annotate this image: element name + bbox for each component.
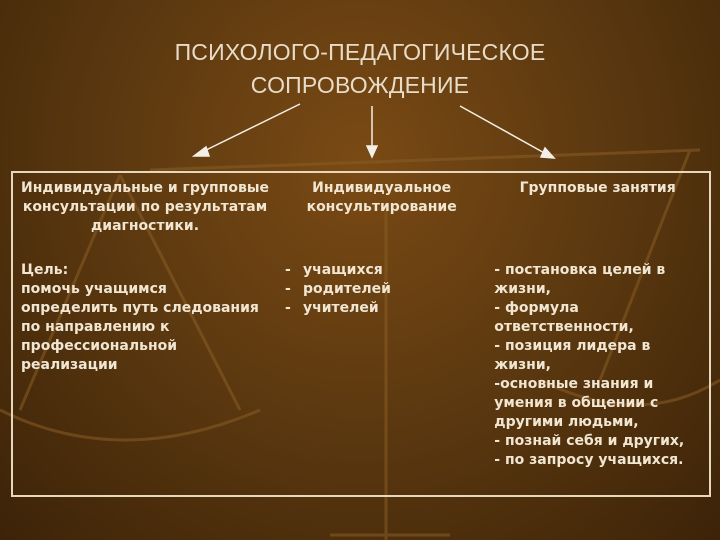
topic-line: - позиция лидера в	[494, 338, 651, 354]
topic-line: другими людьми,	[494, 414, 639, 430]
page-title	[0, 36, 720, 102]
topic-line: - постановка целей в	[494, 262, 666, 278]
header-individual-counseling: Индивидуальное консультирование	[306, 180, 457, 215]
header-individual-group-consultations: Индивидуальные и групповые консультации по результатам диагностики.	[21, 180, 269, 234]
topic-line: - познай себя и других,	[494, 433, 685, 449]
audience-item	[285, 280, 478, 299]
arrow-left-head	[194, 147, 209, 156]
cell-goal	[12, 255, 277, 496]
header-group-sessions: Групповые занятия	[519, 180, 676, 196]
topic-line: ответственности,	[494, 319, 634, 335]
goal-line: определить путь следования	[21, 300, 259, 316]
topic-line: жизни,	[494, 281, 551, 297]
arrow-right-head	[541, 148, 554, 158]
body-row	[12, 255, 710, 496]
dash-bullet: -	[285, 262, 291, 278]
goal-line: помочь учащимся	[21, 281, 167, 297]
dash-bullet: -	[285, 300, 291, 316]
topic-line: -основные знания и	[494, 376, 654, 392]
audience-item	[285, 299, 478, 318]
goal-line: Цель:	[21, 262, 69, 278]
cell-audience	[277, 255, 486, 496]
header-row	[12, 172, 710, 255]
audience-label: родителей	[303, 281, 391, 297]
goal-line: реализации	[21, 357, 118, 373]
topic-line: - по запросу учащихся.	[494, 452, 684, 468]
dash-bullet: -	[285, 281, 291, 297]
audience-label: учащихся	[303, 262, 383, 278]
arrow-center-head	[367, 146, 377, 157]
arrow-right	[460, 106, 548, 155]
goal-line: по направлению к	[21, 319, 170, 335]
cell-group-topics	[486, 255, 710, 496]
topic-line: жизни,	[494, 357, 551, 373]
topic-line: умения в общении с	[494, 395, 659, 411]
title-line-2: СОПРОВОЖДЕНИЕ	[250, 72, 470, 98]
audience-label: учителей	[303, 300, 379, 316]
goal-line: профессиональной	[21, 338, 178, 354]
title-line-1: ПСИХОЛОГО-ПЕДАГОГИЧЕСКОЕ	[174, 39, 546, 65]
arrow-left	[200, 104, 300, 153]
topic-line: - формула	[494, 300, 579, 316]
support-types-table	[11, 171, 711, 497]
audience-item	[285, 261, 478, 280]
